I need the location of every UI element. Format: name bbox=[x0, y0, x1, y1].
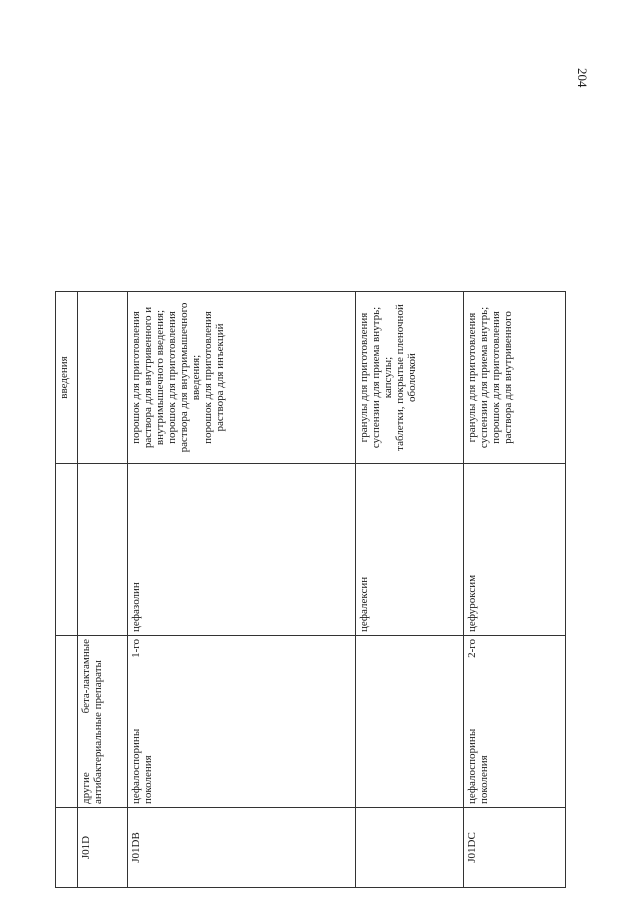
drug-cell: цефалексин bbox=[356, 464, 464, 636]
group-tail: поколения bbox=[142, 755, 154, 804]
form-line: порошок для приготовления раствора для внутримышечного введения; bbox=[166, 302, 202, 453]
form-line: таблетки, покрытые пленочной оболочкой bbox=[394, 304, 418, 451]
table-row bbox=[356, 292, 464, 888]
atc-code-cell: J01DC bbox=[464, 808, 566, 888]
group-cell bbox=[356, 636, 464, 808]
table-row bbox=[128, 292, 356, 888]
forms-cell bbox=[78, 292, 128, 464]
group-cell bbox=[56, 636, 78, 808]
form-line: введения bbox=[58, 356, 70, 399]
group-name: цефалоспорины bbox=[130, 728, 142, 804]
form-line: гранулы для приготовления суспензии для приема внутрь; bbox=[358, 306, 382, 449]
form-line: порошок для приготовления раствора для внутривенного и внутримышечного введения; bbox=[130, 306, 166, 449]
group-tail: поколения bbox=[478, 755, 490, 804]
form-line: гранулы для приготовления суспензии для приема внутрь; bbox=[466, 306, 490, 449]
forms-cell bbox=[128, 292, 356, 464]
atc-code-cell bbox=[56, 808, 78, 888]
group-generation: 1-го bbox=[130, 639, 142, 658]
table-row bbox=[56, 292, 78, 888]
form-line: порошок для приготовления раствора для инъекций bbox=[202, 311, 226, 444]
group-name: цефалоспорины bbox=[466, 728, 478, 804]
form-line: капсулы; bbox=[382, 356, 394, 399]
group-cell bbox=[464, 636, 566, 808]
form-line: порошок для приготовления раствора для внутривенного bbox=[490, 311, 514, 444]
atc-code-cell: J01DB bbox=[128, 808, 356, 888]
table-row bbox=[78, 292, 128, 888]
forms-cell bbox=[356, 292, 464, 464]
atc-code-cell: J01D bbox=[78, 808, 128, 888]
forms-cell bbox=[56, 292, 78, 464]
drug-cell: цефуроксим bbox=[464, 464, 566, 636]
group-cell bbox=[128, 636, 356, 808]
drug-table bbox=[55, 291, 566, 888]
drug-cell bbox=[56, 464, 78, 636]
group-cell: другие бета-лактамные антибактериальные препараты bbox=[78, 636, 128, 808]
drug-cell bbox=[78, 464, 128, 636]
forms-cell bbox=[464, 292, 566, 464]
drug-cell: цефазолин bbox=[128, 464, 356, 636]
group-generation: 2-го bbox=[466, 639, 478, 658]
page-number: 204 bbox=[575, 68, 590, 88]
atc-code-cell bbox=[356, 808, 464, 888]
rotated-table-container bbox=[55, 302, 565, 888]
table-row bbox=[464, 292, 566, 888]
